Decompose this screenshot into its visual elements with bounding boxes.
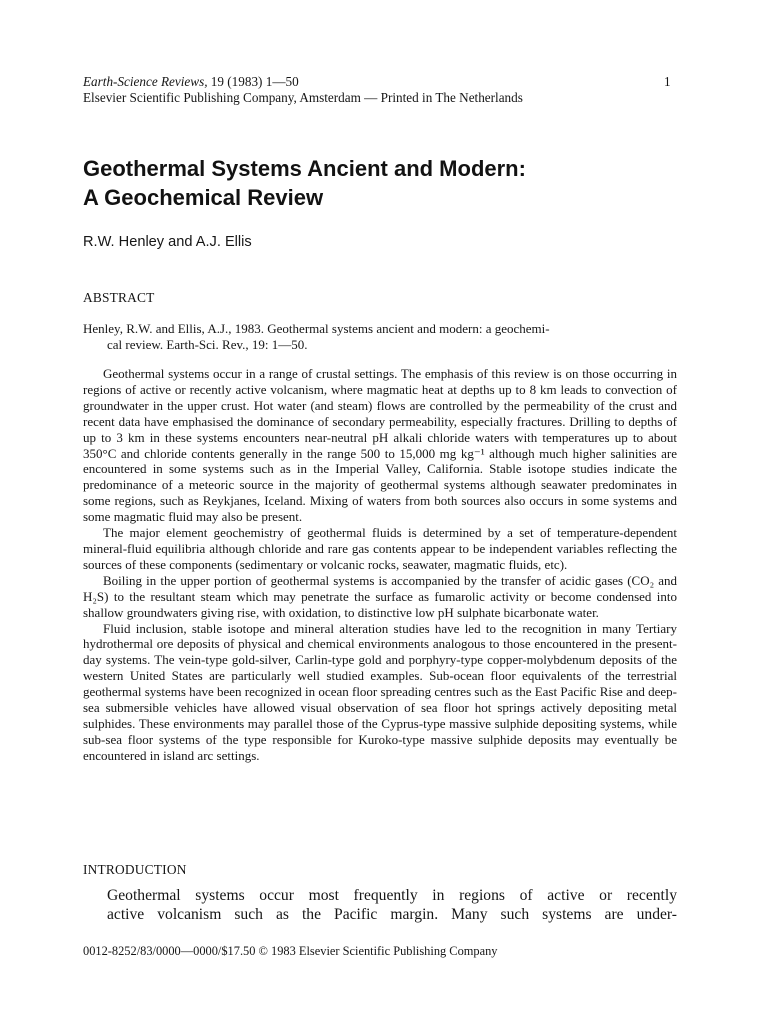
citation-line-2: cal review. Earth-Sci. Rev., 19: 1—50. — [107, 337, 308, 352]
authors: R.W. Henley and A.J. Ellis — [83, 234, 252, 250]
page-number: 1 — [664, 74, 671, 89]
publisher-line: Elsevier Scientific Publishing Company, Amsterdam — Printed in The Netherlands — [83, 90, 523, 105]
article-title — [83, 154, 526, 212]
introduction-paragraph — [83, 886, 677, 924]
introduction-heading: INTRODUCTION — [83, 862, 187, 877]
citation-line-1: Henley, R.W. and Ellis, A.J., 1983. Geothermal systems ancient and modern: a geochemi- — [83, 321, 550, 336]
abstract-paragraph: Geothermal systems occur in a range of crustal settings. The emphasis of this review is on those occurring in regions of active or recently active volcanism, where magmatic heat at depths up to 8 km leads to convection of groundwater in the upper crust. Hot water (and steam) flows are controlled by the permeability of the crust and recent data have emphasised the dominance of secondary permeability, especially fractures. Drilling to depths of up to 3 km in these systems encounters near-neutral pH alkali chloride waters with temperatures up to about 350°C and chloride contents generally in the range 500 to 15,000 mg kg⁻¹ although much higher salinities are encountered in some systems such as in the Imperial Valley, California. Stable isotope studies indicate the predominance of a meteoric source in the majority of geothermal systems although seawater predominates in some regions, such as Reykjanes, Iceland. Mixing of waters from both sources also occurs in some systems and some magmatic fluid may also be present. — [83, 366, 677, 525]
abstract-body — [83, 366, 677, 764]
abstract-paragraph: Fluid inclusion, stable isotope and mineral alteration studies have led to the recognition in many Tertiary hydrothermal ore deposits of physical and chemical environments analogous to those encountered in the present-day systems. The vein-type gold-silver, Carlin-type gold and porphyry-type copper-molybdenum deposits of the western United States are particularly well studied examples. Sub-ocean floor equivalents of the terrestrial geothermal systems have been recognized in ocean floor spreading centres such as the East Pacific Rise and deep-sea submersible vehicles have allowed visual observation of sea floor hot springs actively depositing metal sulphides. These environments may parallel those of the Cyprus-type massive sulphide depositing systems, while sub-sea floor systems of the type responsible for Kuroko-type massive sulphide deposits may eventually be encountered in island arc settings. — [83, 620, 677, 763]
journal-issue: 19 (1983) 1—50 — [207, 74, 299, 89]
intro-line-2: active volcanism such as the Pacific margin. Many such systems are under- — [107, 906, 677, 923]
abstract-paragraph: Boiling in the upper portion of geothermal systems is accompanied by the transfer of acidic gases (CO₂ and H₂S) to the resultant steam which may penetrate the surface as fumarolic activity or become condensed into shallow groundwaters giving rise, with oxidation, to distinctive low pH sulphate bicarbonate water. — [83, 572, 677, 620]
title-line-1: Geothermal Systems Ancient and Modern: — [83, 156, 526, 181]
abstract-paragraph: The major element geochemistry of geothermal fluids is determined by a set of temperature-dependent mineral-fluid equilibria although chloride and rare gas contents appear to be independent variables reflecting the sources of these components (sedimentary or volcanic rocks, seawater, magmatic fluids, etc). — [83, 525, 677, 572]
introduction-body — [83, 886, 677, 924]
title-line-2: A Geochemical Review — [83, 185, 324, 210]
journal-citation-line — [83, 74, 299, 90]
abstract-citation — [83, 321, 683, 353]
abstract-heading: ABSTRACT — [83, 290, 155, 305]
copyright-footer: 0012-8252/83/0000—0000/$17.50 © 1983 Elsevier Scientific Publishing Company — [83, 944, 498, 958]
journal-name: Earth-Science Reviews, — [83, 74, 208, 89]
intro-line-1: Geothermal systems occur most frequently in regions of active or recently — [107, 887, 677, 904]
